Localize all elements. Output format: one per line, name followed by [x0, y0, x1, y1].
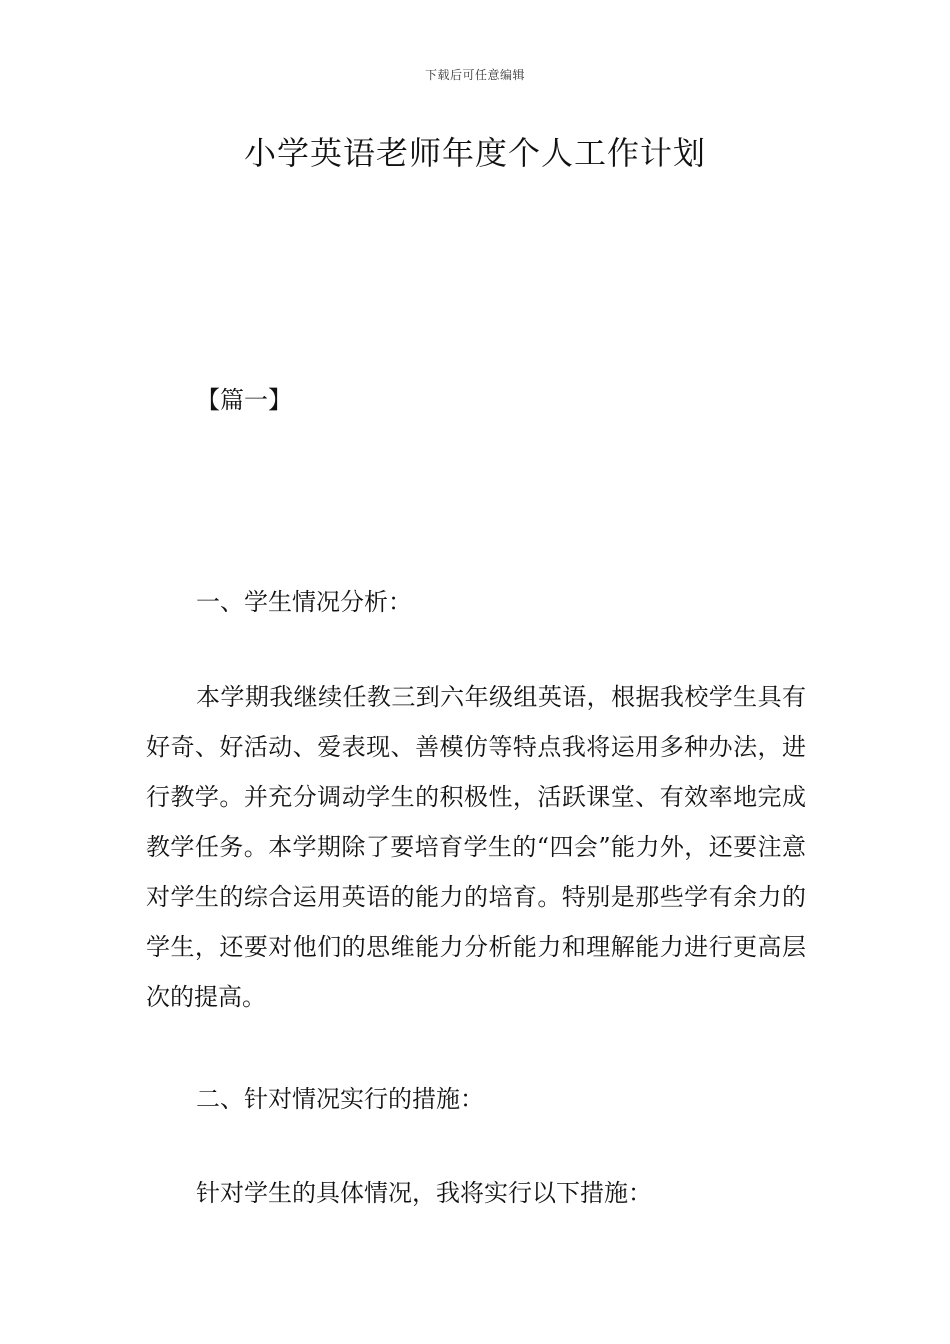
document-title: 小学英语老师年度个人工作计划 — [243, 134, 706, 172]
header-note: 下载后可任意编辑 — [424, 68, 525, 82]
section-heading-measures: 二、针对情况实行的措施： — [196, 1085, 484, 1113]
section-marker: 【篇一】 — [196, 386, 292, 414]
paragraph-measures: 针对学生的具体情况，我将实行以下措施： — [196, 1179, 652, 1207]
paragraph-student-analysis: 本学期我继续任教三到六年级组英语，根据我校学生具有好奇、好活动、爱表现、善模仿等特点我将运用多种办法，进行教学。并充分调动学生的积极性，活跃课堂、有效率地完成教学任务。本学期除了要培育学生的“四会”能力外，还要注意对学生的综合运用英语的能力的培育。特别是那些学有余力的学生，还要对他们的思维能力分析能力和理解能力进行更高层次的提高。 — [146, 683, 806, 1011]
section-heading-student-analysis: 一、学生情况分析： — [196, 588, 412, 616]
